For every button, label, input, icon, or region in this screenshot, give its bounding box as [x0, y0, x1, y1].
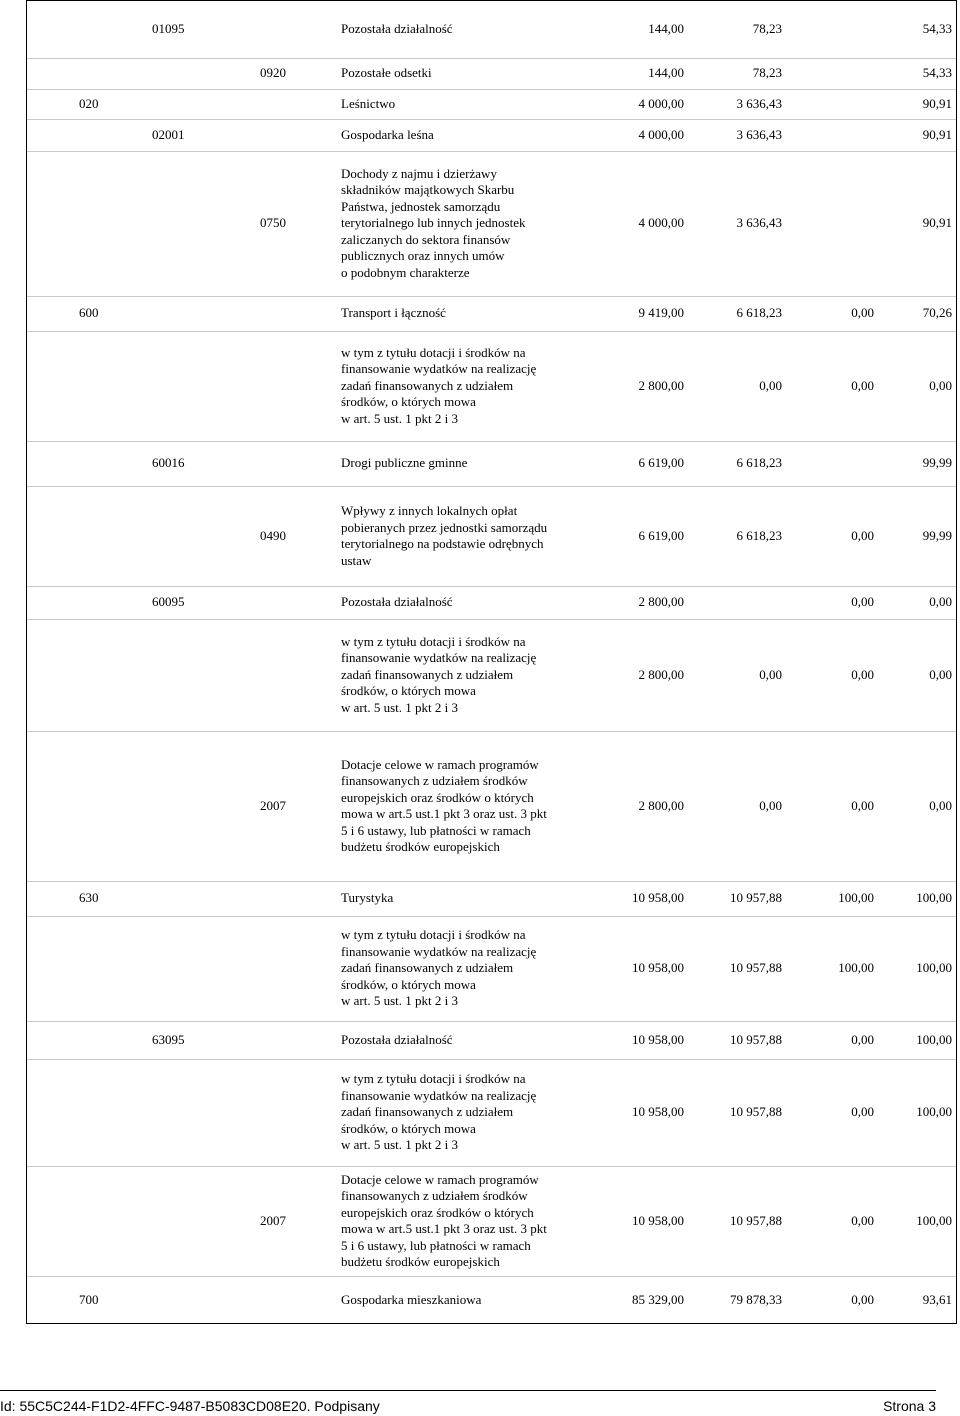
plan-value-cell: 9 419,00 [638, 305, 684, 321]
description-line: środków, o których mowa [341, 1120, 476, 1136]
description-line: w tym z tytułu dotacji i środków na [341, 1071, 526, 1087]
execution-value-cell: 10 957,88 [730, 890, 782, 906]
description-line: finansowanych z udziałem środków [341, 773, 528, 788]
description-line: w art. 5 ust. 1 pkt 2 i 3 [341, 699, 458, 715]
percent-value-cell: 0,00 [929, 666, 952, 682]
execution-value-cell: 10 957,88 [730, 1212, 782, 1228]
description-cell [341, 331, 611, 441]
plan-value-cell: 10 958,00 [632, 1212, 684, 1228]
description-line: zadań finansowanych z udziałem [341, 377, 514, 393]
description-line: środków, o których mowa [341, 976, 476, 992]
rozdzial-cell: 63095 [152, 1031, 185, 1047]
execution-value-cell: 6 618,23 [736, 305, 782, 321]
description-line: w tym z tytułu dotacji i środków na [341, 927, 526, 943]
description-line: w art. 5 ust. 1 pkt 2 i 3 [341, 993, 458, 1009]
table-row [27, 1059, 956, 1167]
description-line: środków, o których mowa [341, 683, 476, 699]
plan-value-cell: 10 958,00 [632, 890, 684, 906]
description-line: Pozostałe odsetki [341, 65, 432, 81]
receivables-value-cell: 100,00 [838, 890, 874, 906]
description-line: finansowanie wydatków na realizację [341, 1087, 537, 1103]
plan-value-cell: 85 329,00 [632, 1292, 684, 1308]
rozdzial-cell: 60095 [152, 594, 185, 610]
plan-value-cell: 10 958,00 [632, 960, 684, 976]
description-cell [341, 1166, 611, 1276]
plan-value-cell: 6 619,00 [638, 455, 684, 471]
description-line: mowa w art.5 ust.1 pkt 3 oraz ust. 3 pkt [341, 1221, 547, 1236]
description-line: finansowanie wydatków na realizację [341, 650, 537, 666]
table-row [27, 1, 956, 59]
table-row [27, 119, 956, 152]
description-line: w tym z tytułu dotacji i środków na [341, 633, 526, 649]
description-line: zaliczanych do sektora finansów [341, 231, 511, 247]
dzial-cell: 630 [79, 890, 99, 906]
execution-value-cell: 6 618,23 [736, 455, 782, 471]
description-line: finansowanych z udziałem środków [341, 1188, 528, 1203]
description-cell [341, 731, 611, 881]
receivables-value-cell: 0,00 [851, 1031, 874, 1047]
plan-value-cell: 4 000,00 [638, 95, 684, 111]
percent-value-cell: 90,91 [922, 126, 952, 142]
description-line: publicznych oraz innych umów [341, 248, 505, 264]
receivables-value-cell: 0,00 [851, 1104, 874, 1120]
execution-value-cell: 0,00 [759, 666, 782, 682]
description-line: Drogi publiczne gminne [341, 455, 468, 471]
percent-value-cell: 0,00 [929, 797, 952, 813]
description-cell [341, 1, 611, 58]
percent-value-cell: 100,00 [916, 960, 952, 976]
percent-value-cell: 90,91 [922, 215, 952, 231]
description-line: składników majątkowych Skarbu [341, 182, 515, 198]
plan-value-cell: 144,00 [648, 21, 684, 37]
description-cell [341, 881, 611, 916]
description-line: zadań finansowanych z udziałem [341, 666, 514, 682]
table-row [27, 586, 956, 620]
description-line: w art. 5 ust. 1 pkt 2 i 3 [341, 1137, 458, 1153]
description-cell [341, 1276, 611, 1325]
table-row [27, 1276, 956, 1325]
dzial-cell: 020 [79, 95, 99, 111]
receivables-value-cell: 0,00 [851, 377, 874, 393]
execution-value-cell: 10 957,88 [730, 1031, 782, 1047]
receivables-value-cell: 0,00 [851, 305, 874, 321]
description-line: zadań finansowanych z udziałem [341, 960, 514, 976]
receivables-value-cell: 0,00 [851, 797, 874, 813]
receivables-value-cell: 0,00 [851, 527, 874, 543]
description-line: budżetu środków europejskich [341, 839, 500, 854]
percent-value-cell: 54,33 [922, 21, 952, 37]
execution-value-cell: 78,23 [752, 65, 782, 81]
description-line: terytorialnego na podstawie odrębnych [341, 536, 544, 551]
description-line: Wpływy z innych lokalnych opłat [341, 503, 518, 518]
rozdzial-cell: 60016 [152, 455, 185, 471]
description-cell [341, 619, 611, 731]
paragraf-cell: 0750 [260, 215, 286, 231]
description-line: Pozostała działalność [341, 1031, 453, 1047]
execution-value-cell: 0,00 [759, 797, 782, 813]
description-cell [341, 119, 611, 151]
description-cell [341, 586, 611, 619]
description-line: w tym z tytułu dotacji i środków na [341, 344, 526, 360]
description-line: 5 i 6 ustawy, lub płatności w ramach [341, 822, 531, 838]
receivables-value-cell: 0,00 [851, 666, 874, 682]
percent-value-cell: 54,33 [922, 65, 952, 81]
description-line: terytorialnego lub innych jednostek [341, 215, 526, 231]
description-line: ustaw [341, 552, 372, 568]
footer-divider [0, 1390, 936, 1391]
plan-value-cell: 4 000,00 [638, 215, 684, 231]
description-cell [341, 58, 611, 89]
plan-value-cell: 6 619,00 [638, 527, 684, 543]
plan-value-cell: 10 958,00 [632, 1031, 684, 1047]
percent-value-cell: 70,26 [922, 305, 952, 321]
execution-value-cell: 3 636,43 [736, 95, 782, 111]
execution-value-cell: 3 636,43 [736, 126, 782, 142]
table-row [27, 441, 956, 487]
execution-value-cell: 78,23 [752, 21, 782, 37]
description-line: finansowanie wydatków na realizację [341, 361, 537, 377]
description-line: europejskich oraz środków o których [341, 789, 534, 805]
plan-value-cell: 2 800,00 [638, 666, 684, 682]
percent-value-cell: 99,99 [922, 527, 952, 543]
percent-value-cell: 93,61 [922, 1292, 952, 1308]
description-line: Leśnictwo [341, 95, 396, 111]
description-line: Dotacje celowe w ramach programów [341, 756, 539, 772]
plan-value-cell: 4 000,00 [638, 126, 684, 142]
table-row [27, 486, 956, 587]
budget-table [26, 0, 957, 1324]
description-line: w art. 5 ust. 1 pkt 2 i 3 [341, 410, 458, 426]
receivables-value-cell: 0,00 [851, 594, 874, 610]
percent-value-cell: 100,00 [916, 1031, 952, 1047]
receivables-value-cell: 0,00 [851, 1292, 874, 1308]
table-row [27, 1166, 956, 1277]
plan-value-cell: 10 958,00 [632, 1104, 684, 1120]
percent-value-cell: 100,00 [916, 890, 952, 906]
description-cell [341, 1059, 611, 1166]
description-cell [341, 916, 611, 1021]
paragraf-cell: 0920 [260, 65, 286, 81]
plan-value-cell: 2 800,00 [638, 377, 684, 393]
description-cell [341, 151, 611, 296]
table-row [27, 151, 956, 297]
rozdzial-cell: 01095 [152, 21, 185, 37]
percent-value-cell: 90,91 [922, 95, 952, 111]
paragraf-cell: 2007 [260, 1212, 286, 1228]
paragraf-cell: 0490 [260, 527, 286, 543]
plan-value-cell: 2 800,00 [638, 594, 684, 610]
footer-page-number: Strona 3 [883, 1398, 936, 1414]
rozdzial-cell: 02001 [152, 126, 185, 142]
table-row [27, 1021, 956, 1060]
description-line: budżetu środków europejskich [341, 1254, 500, 1269]
execution-value-cell: 10 957,88 [730, 1104, 782, 1120]
description-line: środków, o których mowa [341, 394, 476, 410]
execution-value-cell: 0,00 [759, 377, 782, 393]
dzial-cell: 700 [79, 1292, 99, 1308]
description-line: Dotacje celowe w ramach programów [341, 1171, 539, 1187]
percent-value-cell: 100,00 [916, 1104, 952, 1120]
percent-value-cell: 0,00 [929, 594, 952, 610]
description-line: europejskich oraz środków o których [341, 1204, 534, 1220]
plan-value-cell: 2 800,00 [638, 797, 684, 813]
description-line: Państwa, jednostek samorządu [341, 198, 501, 214]
dzial-cell: 600 [79, 305, 99, 321]
description-cell [341, 486, 611, 586]
receivables-value-cell: 100,00 [838, 960, 874, 976]
table-row [27, 731, 956, 882]
execution-value-cell: 79 878,33 [730, 1292, 782, 1308]
execution-value-cell: 3 636,43 [736, 215, 782, 231]
description-line: Pozostała działalność [341, 594, 453, 610]
description-line: Gospodarka leśna [341, 126, 434, 142]
execution-value-cell: 6 618,23 [736, 527, 782, 543]
percent-value-cell: 100,00 [916, 1212, 952, 1228]
description-line: o podobnym charakterze [341, 264, 470, 280]
paragraf-cell: 2007 [260, 797, 286, 813]
description-line: pobieranych przez jednostki samorządu [341, 519, 548, 535]
description-line: 5 i 6 ustawy, lub płatności w ramach [341, 1237, 531, 1253]
plan-value-cell: 144,00 [648, 65, 684, 81]
description-line: Gospodarka mieszkaniowa [341, 1292, 482, 1308]
description-cell [341, 1021, 611, 1059]
description-cell [341, 296, 611, 331]
execution-value-cell: 10 957,88 [730, 960, 782, 976]
table-row [27, 619, 956, 732]
description-line: zadań finansowanych z udziałem [341, 1104, 514, 1120]
percent-value-cell: 99,99 [922, 455, 952, 471]
table-row [27, 296, 956, 332]
description-line: mowa w art.5 ust.1 pkt 3 oraz ust. 3 pkt [341, 806, 547, 821]
description-line: Pozostała działalność [341, 21, 453, 37]
description-line: Turystyka [341, 890, 394, 906]
table-row [27, 881, 956, 917]
table-row [27, 89, 956, 120]
table-row [27, 916, 956, 1022]
description-line: Transport i łączność [341, 305, 446, 321]
footer-document-id: Id: 55C5C244-F1D2-4FFC-9487-B5083CD08E20. Podpisany [0, 1398, 380, 1414]
description-cell [341, 441, 611, 486]
table-row [27, 58, 956, 90]
percent-value-cell: 0,00 [929, 377, 952, 393]
table-row [27, 331, 956, 442]
description-line: Dochody z najmu i dzierżawy [341, 165, 497, 181]
description-cell [341, 89, 611, 119]
receivables-value-cell: 0,00 [851, 1212, 874, 1228]
description-line: finansowanie wydatków na realizację [341, 943, 537, 959]
